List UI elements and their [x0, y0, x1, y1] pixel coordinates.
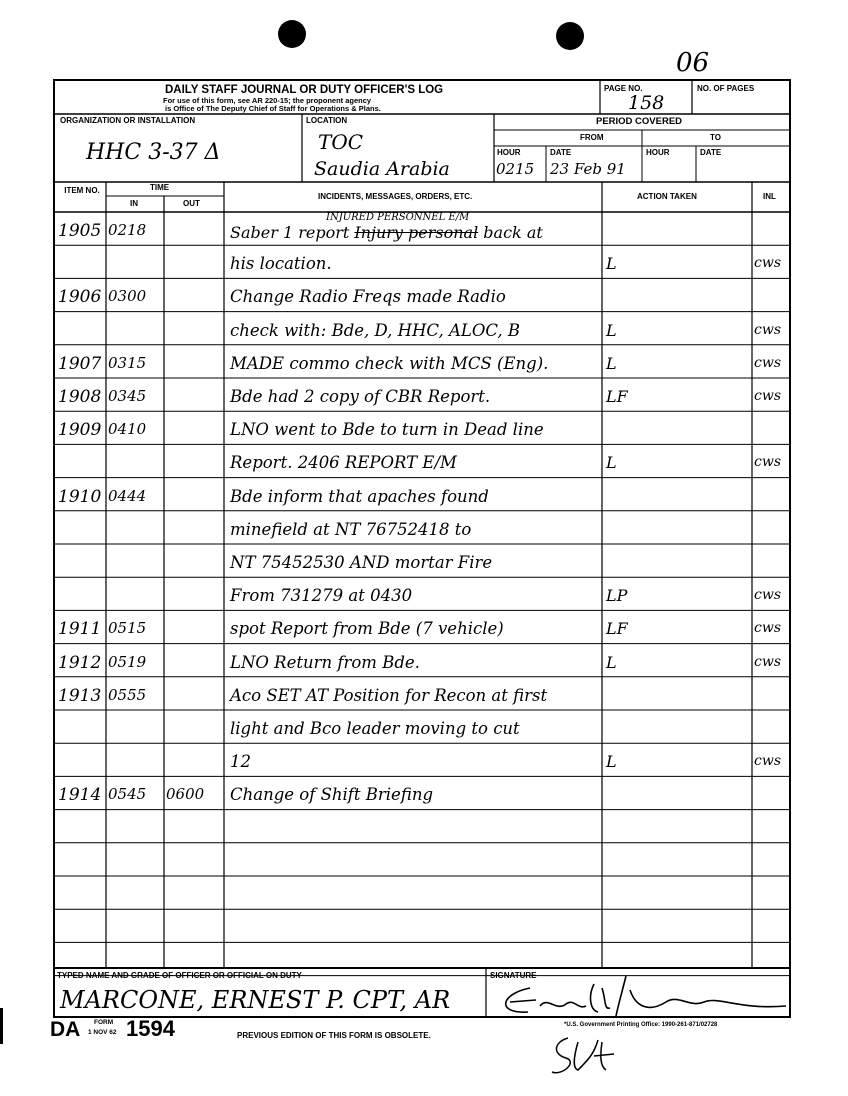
- item-no: 1914: [58, 785, 102, 806]
- table-row: [0, 444, 848, 477]
- col-action: ACTION TAKEN: [637, 192, 697, 201]
- table-row: [0, 212, 848, 245]
- from-label: FROM: [580, 133, 604, 142]
- location-line-1: TOC: [318, 130, 364, 154]
- left-edge-mark: [0, 1008, 3, 1044]
- gpo-note: *U.S. Government Printing Office: 1990-261-871/02728: [564, 1022, 718, 1028]
- incident-text: LNO Return from Bde.: [230, 652, 420, 672]
- time-in: 0218: [108, 221, 147, 239]
- signature-label: SIGNATURE: [490, 971, 537, 980]
- incident-text: light and Bco leader moving to cut: [230, 719, 520, 738]
- incident-text: Bde inform that apaches found: [230, 486, 489, 506]
- incident-text-part: Saber 1 report: [230, 223, 355, 242]
- table-row: [0, 411, 848, 444]
- time-out: 0600: [166, 785, 205, 804]
- from-date-value: 23 Feb 91: [550, 160, 626, 178]
- initials-scribble: [548, 1030, 618, 1080]
- item-no: 1912: [58, 652, 102, 673]
- incident-text: 12: [230, 752, 251, 772]
- form-subtitle-1: For use of this form, see AR 220-15; the proponent agency: [163, 96, 372, 105]
- incident-text: From 731279 at 0430: [230, 586, 413, 606]
- initials: cws: [754, 653, 782, 670]
- to-hour-label: HOUR: [646, 148, 670, 157]
- form-id-form: FORM: [94, 1019, 114, 1026]
- time-in: 0444: [108, 486, 147, 505]
- previous-edition-note: PREVIOUS EDITION OF THIS FORM IS OBSOLETE.: [237, 1031, 431, 1040]
- struck-text: Injury personal: [354, 223, 479, 242]
- action-taken: L: [606, 453, 617, 473]
- item-no: 1913: [58, 685, 102, 706]
- initials: cws: [754, 753, 782, 770]
- table-row: [0, 876, 848, 909]
- time-in: 0300: [108, 287, 147, 306]
- from-date-label: DATE: [550, 148, 572, 157]
- time-in: 0545: [108, 785, 147, 804]
- table-row: [0, 245, 848, 278]
- col-item: ITEM NO.: [64, 186, 100, 195]
- location-label: LOCATION: [306, 116, 348, 125]
- item-no: 1909: [58, 420, 102, 441]
- action-taken: L: [606, 320, 617, 340]
- initials: cws: [754, 620, 782, 637]
- from-hour-value: 0215: [496, 160, 535, 178]
- time-in: 0345: [108, 387, 147, 405]
- initials: cws: [754, 454, 782, 471]
- table-row: [0, 610, 848, 643]
- form-id-num: 1594: [126, 1016, 175, 1041]
- from-hour-label: HOUR: [497, 148, 521, 157]
- time-in: 0315: [108, 353, 147, 372]
- item-no: 1905: [58, 221, 102, 241]
- action-taken: L: [606, 254, 617, 274]
- incident-text: minefield at NT 76752418 to: [230, 519, 472, 539]
- page-no-label: PAGE NO.: [604, 84, 643, 93]
- table-row: [0, 843, 848, 876]
- incident-text: check with: Bde, D, HHC, ALOC, B: [230, 320, 521, 340]
- incident-text: spot Report from Bde (7 vehicle): [230, 619, 504, 639]
- table-row: [0, 577, 848, 610]
- location-line-2: Saudia Arabia: [314, 158, 450, 180]
- item-no: 1906: [58, 287, 102, 308]
- action-taken: LP: [606, 586, 628, 606]
- incident-text: Aco SET AT Position for Recon at first: [230, 685, 548, 705]
- table-row: [0, 378, 848, 411]
- table-row: [0, 345, 848, 378]
- action-taken: LF: [606, 387, 628, 406]
- incident-text: Bde had 2 copy of CBR Report.: [230, 387, 491, 406]
- form-id-da: DA: [50, 1018, 81, 1041]
- inserted-correction: INJURED PERSONNEL E/M: [326, 212, 470, 223]
- table-row: [0, 810, 848, 843]
- table-row: [0, 776, 848, 809]
- table-row: [0, 544, 848, 577]
- no-of-pages-label: NO. OF PAGES: [697, 84, 755, 93]
- officer-value: MARCONE, ERNEST P. CPT, AR: [60, 986, 451, 1014]
- table-row: [0, 710, 848, 743]
- action-taken: L: [606, 652, 617, 672]
- item-no: 1908: [58, 387, 102, 407]
- incident-text: Change Radio Freqs made Radio: [230, 287, 506, 307]
- time-in: 0519: [108, 652, 147, 671]
- form-title: DAILY STAFF JOURNAL OR DUTY OFFICER'S LOG: [165, 84, 444, 96]
- action-taken: L: [606, 752, 617, 772]
- page-no-value: 158: [628, 92, 665, 114]
- table-row: [0, 909, 848, 942]
- time-in: 0515: [108, 619, 147, 638]
- form-subtitle-2: is Office of The Deputy Chief of Staff for Operations & Plans.: [165, 104, 381, 113]
- initials: cws: [754, 354, 782, 371]
- col-inl: INL: [763, 192, 776, 201]
- corner-mark: 06: [676, 48, 710, 78]
- time-in: 0555: [108, 685, 147, 704]
- officer-label: TYPED NAME AND GRADE OF OFFICER OR OFFICIAL ON DUTY: [57, 971, 302, 980]
- to-label: TO: [710, 133, 721, 142]
- signature-scribble: [490, 966, 790, 1026]
- table-row: [0, 511, 848, 544]
- col-time: TIME: [150, 183, 170, 192]
- incident-text: Change of Shift Briefing: [230, 785, 434, 805]
- form-id-date: 1 NOV 62: [88, 1029, 117, 1036]
- initials: cws: [754, 388, 782, 404]
- incident-text: [230, 225, 543, 241]
- col-incidents: INCIDENTS, MESSAGES, ORDERS, ETC.: [318, 192, 473, 201]
- table-row: [0, 644, 848, 677]
- initials: cws: [754, 587, 782, 604]
- incident-text: NT 75452530 AND mortar Fire: [230, 553, 493, 572]
- initials: cws: [754, 255, 782, 272]
- table-row: [0, 478, 848, 511]
- incident-text: MADE commo check with MCS (Eng).: [230, 353, 549, 373]
- organization-label: ORGANIZATION OR INSTALLATION: [60, 116, 196, 125]
- item-no: 1907: [58, 353, 102, 374]
- table-row: [0, 278, 848, 311]
- table-row: [0, 743, 848, 776]
- table-row: [0, 312, 848, 345]
- action-taken: L: [606, 353, 617, 373]
- col-out: OUT: [183, 199, 200, 208]
- action-taken: LF: [606, 619, 628, 639]
- incident-text: Report. 2406 REPORT E/M: [230, 453, 457, 473]
- col-in: IN: [130, 199, 138, 208]
- incident-text-part: back at: [478, 223, 543, 242]
- table-row: [0, 677, 848, 710]
- item-no: 1911: [58, 619, 102, 640]
- to-date-label: DATE: [700, 148, 722, 157]
- initials: cws: [754, 321, 782, 338]
- item-no: 1910: [58, 486, 102, 507]
- incident-text: his location.: [230, 254, 332, 274]
- incident-text: LNO went to Bde to turn in Dead line: [230, 420, 544, 440]
- time-in: 0410: [108, 420, 147, 439]
- organization-value: HHC 3-37 Δ: [86, 140, 221, 165]
- period-covered-label: PERIOD COVERED: [596, 116, 683, 127]
